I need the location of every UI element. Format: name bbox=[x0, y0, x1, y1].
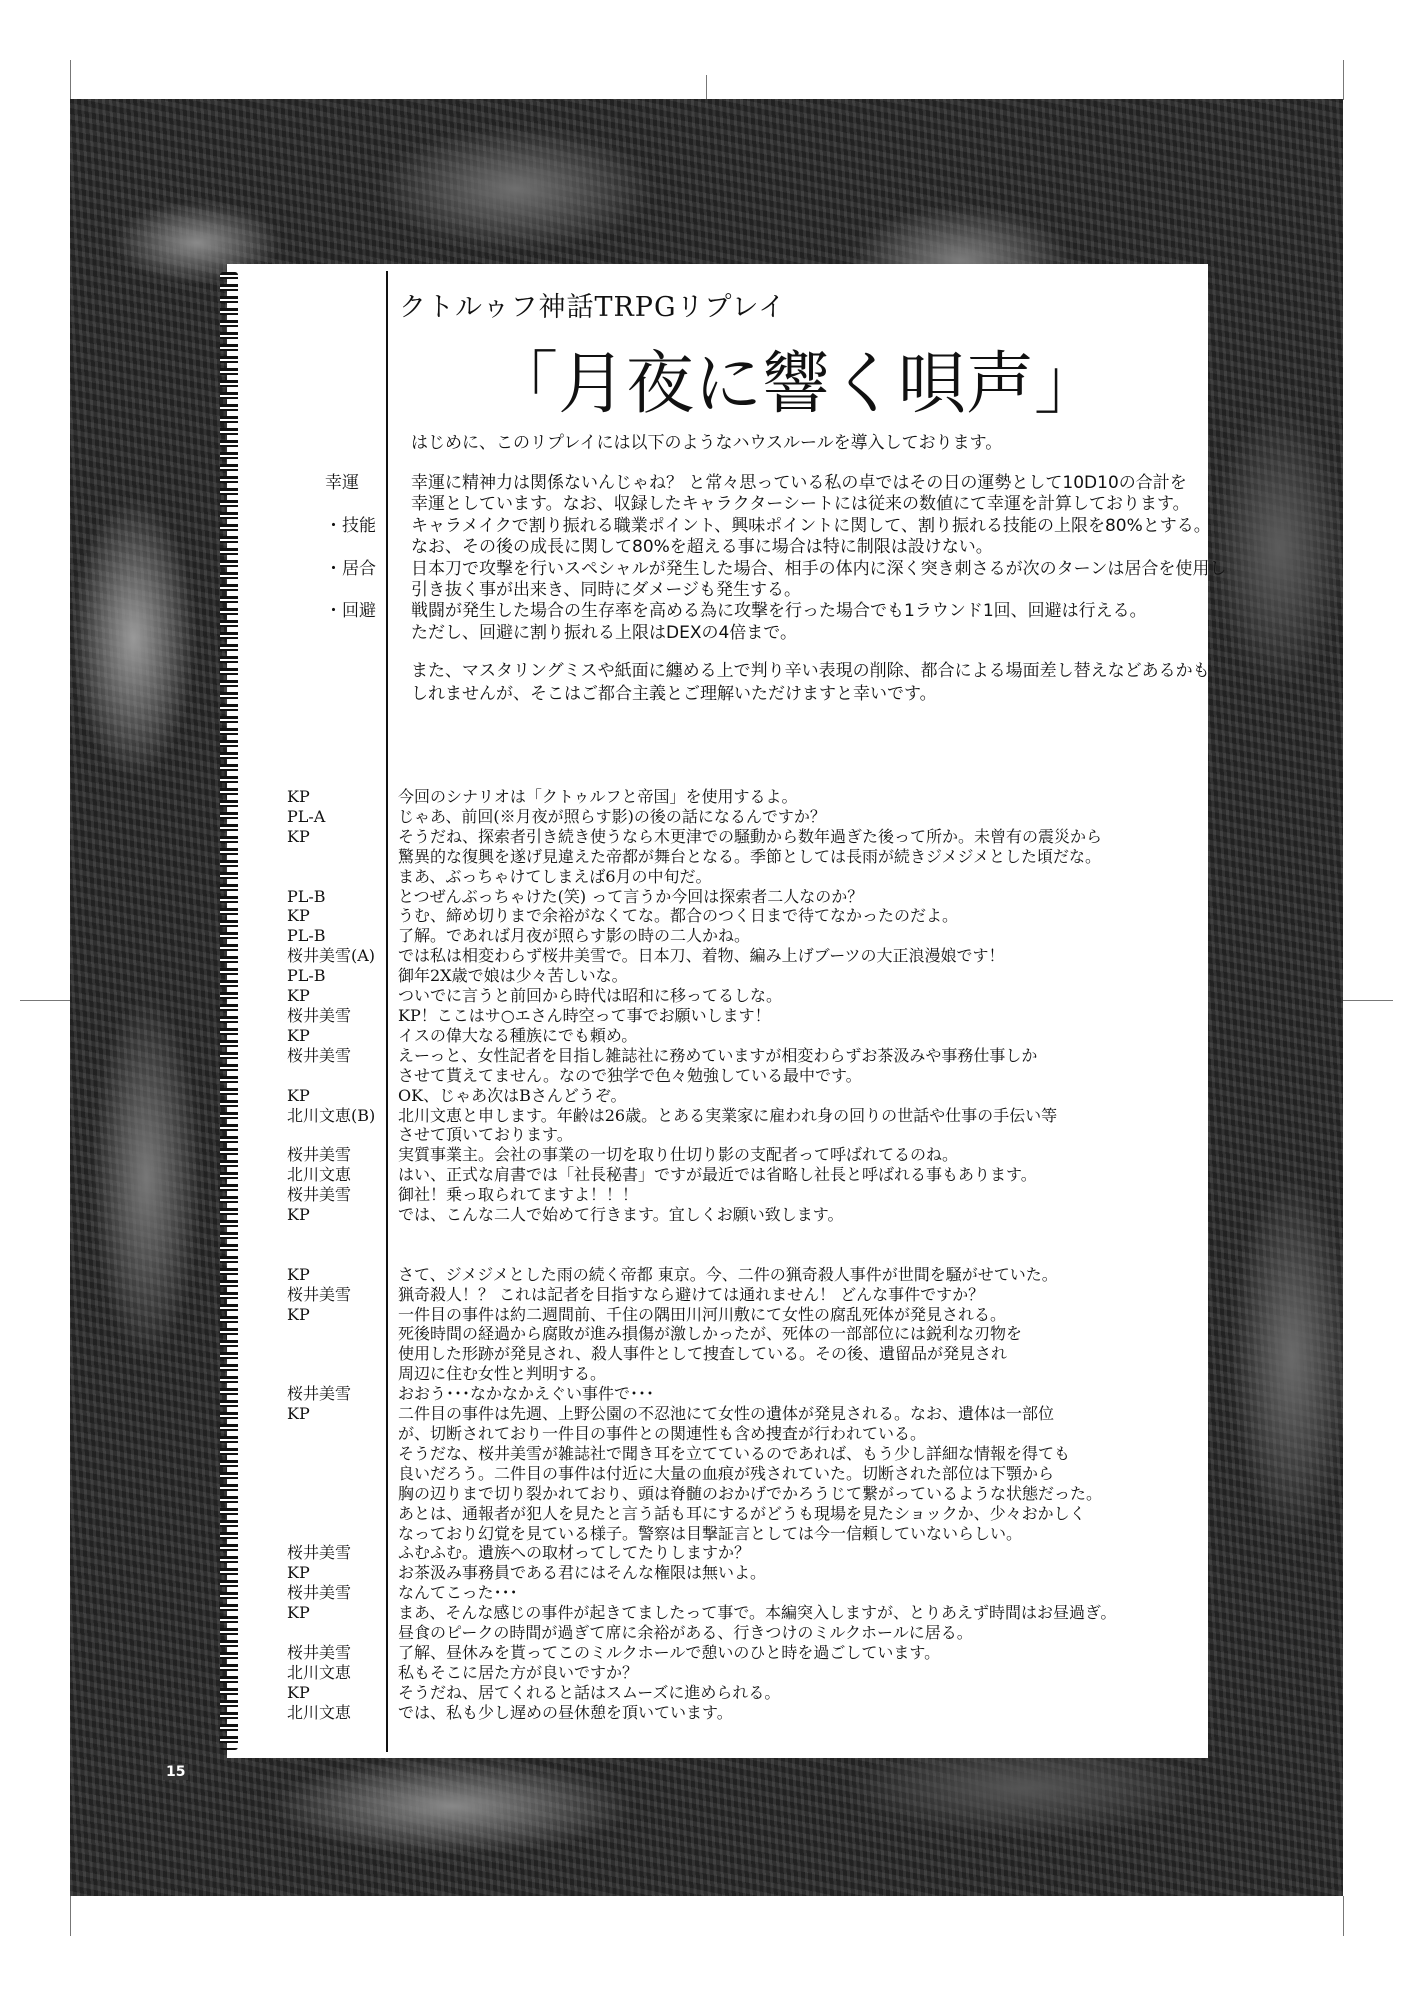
dialog-line bbox=[287, 1344, 1116, 1364]
dialog-line bbox=[287, 1106, 1116, 1126]
dialog-line bbox=[287, 1504, 1116, 1524]
line-text: 御社！乗っ取られてますよ！！！ bbox=[398, 1185, 639, 1205]
speaker bbox=[287, 1125, 398, 1145]
rule-row bbox=[325, 516, 1226, 537]
rule-text: 幸運としています。なお、収録したキャラクターシートには従来の数値にて幸運を計算しております。 bbox=[411, 494, 1190, 515]
dialog-line bbox=[287, 1145, 1116, 1165]
dialog-line bbox=[287, 887, 1116, 907]
dialog-line bbox=[287, 1305, 1116, 1325]
speaker bbox=[287, 1464, 398, 1484]
line-text: 実質事業主。会社の事業の一切を取り仕切り影の支配者って呼ばれてるのね。 bbox=[398, 1145, 959, 1165]
line-text: が、切断されており一件目の事件との関連性も含め捜査が行われている。 bbox=[398, 1423, 927, 1443]
line-text: KP！ここはサ○エさん時空って事でお願いします！ bbox=[398, 1005, 771, 1025]
rule-row bbox=[325, 559, 1226, 580]
line-text: お茶汲み事務員である君にはそんな権限は無いよ。 bbox=[398, 1563, 767, 1583]
line-text: 猟奇殺人！？ これは記者を目指すなら避けては通れません！ どんな事件ですか？ bbox=[398, 1284, 985, 1304]
line-text: あとは、通報者が犯人を見たと言う話も耳にするがどうも現場を見たショックか、少々おかしく bbox=[398, 1503, 1086, 1523]
rule-label: ・居合 bbox=[325, 558, 376, 579]
line-text: 了解。であれば月夜が照らす影の時の二人かね。 bbox=[398, 926, 751, 946]
note bbox=[411, 660, 1210, 706]
dialog-line bbox=[287, 1364, 1116, 1384]
dialog-line bbox=[287, 1484, 1116, 1504]
speaker: 桜井美雪 bbox=[287, 1005, 352, 1025]
line-text: では、こんな二人で始めて行きます。宜しくお願い致します。 bbox=[398, 1205, 844, 1225]
dialog-line bbox=[287, 1623, 1116, 1643]
speaker: 桜井美雪 bbox=[287, 1642, 352, 1662]
speaker: KP bbox=[287, 1205, 310, 1225]
speaker: KP bbox=[287, 1563, 310, 1583]
speaker: PL-B bbox=[287, 966, 326, 986]
dialog-line bbox=[287, 1265, 1116, 1285]
line-text: 私もそこに居た方が良いですか？ bbox=[398, 1662, 639, 1682]
speaker: KP bbox=[287, 1603, 310, 1623]
speaker bbox=[287, 1364, 398, 1384]
line-text: では、私も少し遅めの昼休憩を頂いています。 bbox=[398, 1702, 733, 1722]
line-text: えーっと、女性記者を目指し雑誌社に務めていますが相変わらずお茶汲みや事務仕事しか bbox=[398, 1045, 1038, 1065]
speaker: 桜井美雪 bbox=[287, 1145, 352, 1165]
dialog-line bbox=[287, 1046, 1116, 1066]
dialog-line bbox=[287, 1384, 1116, 1404]
line-text: 驚異的な復興を遂げ見違えた帝都が舞台となる。季節としては長雨が続きジメジメとした頃だな。 bbox=[398, 846, 1102, 866]
line-text: 周辺に住む女性と判明する。 bbox=[398, 1364, 607, 1384]
dialog-line bbox=[287, 1185, 1116, 1205]
speaker: PL-B bbox=[287, 926, 326, 946]
line-text: はい、正式な肩書では「社長秘書」ですが最近では省略し社長と呼ばれる事もあります。 bbox=[398, 1165, 1037, 1185]
speaker bbox=[287, 1504, 398, 1524]
crop-mark bbox=[70, 60, 71, 100]
line-text: 今回のシナリオは「クトゥルフと帝国」を使用するよ。 bbox=[398, 787, 798, 806]
rule-label: 幸運 bbox=[325, 473, 359, 493]
rule-label bbox=[325, 537, 411, 558]
line-text: さて、ジメジメとした雨の続く帝都 東京。今、二件の猟奇殺人事件が世間を騒がせていた。 bbox=[398, 1264, 1058, 1284]
line-text: そうだね、探索者引き続き使うなら木更津での騒動から数年過ぎた後って所か。未曾有の震災から bbox=[398, 826, 1103, 846]
line-text: 一件目の事件は約二週間前、千住の隅田川河川敷にて女性の腐乱死体が発見される。 bbox=[398, 1304, 1007, 1324]
rule-text: なお、その後の成長に関して80%を超える事に場合は特に制限は設けない。 bbox=[411, 537, 993, 558]
page-title: 「月夜に響く唄声」 bbox=[490, 345, 1103, 424]
line-text: そうだな、桜井美雪が雑誌社で聞き耳を立てているのであれば、もう少し詳細な情報を得ても bbox=[398, 1443, 1071, 1463]
dialog-line bbox=[287, 1543, 1116, 1563]
rule-row bbox=[325, 537, 1226, 558]
dialog-line bbox=[287, 1703, 1116, 1723]
speaker bbox=[287, 1324, 398, 1344]
speaker bbox=[287, 1484, 398, 1504]
speaker bbox=[287, 1524, 398, 1544]
line-text: 二件目の事件は先週、上野公園の不忍池にて女性の遺体が発見される。なお、遺体は一部位 bbox=[398, 1404, 1055, 1424]
rule-row bbox=[325, 623, 1226, 644]
line-text: ついでに言うと前回から時代は昭和に移ってるしな。 bbox=[398, 986, 783, 1006]
line-text: させて頂いております。 bbox=[398, 1125, 573, 1145]
line-text: とつぜんぶっちゃけた(笑) って言うか今回は探索者二人なのか？ bbox=[398, 886, 864, 906]
speaker: KP bbox=[287, 986, 310, 1006]
scene-break bbox=[287, 1225, 1116, 1265]
dialog-line bbox=[287, 946, 1116, 966]
speaker: KP bbox=[287, 787, 310, 806]
line-text: 死後時間の経過から腐敗が進み損傷が激しかったが、死体の一部部位には鋭利な刃物を bbox=[398, 1324, 1023, 1344]
speaker: 桜井美雪 bbox=[287, 1583, 352, 1603]
dialog-line bbox=[287, 1125, 1116, 1145]
rule-text: 幸運に精神力は関係ないんじゃね？ と常々思っている私の卓ではその日の運勢として10D10の合計を bbox=[411, 473, 1187, 493]
speaker bbox=[287, 1344, 398, 1364]
rule-label: ・技能 bbox=[325, 515, 376, 536]
rule-text: 引き抜く事が出来き、同時にダメージも発生する。 bbox=[411, 580, 801, 601]
dialog-transcript bbox=[287, 787, 1116, 1723]
line-text: 了解、昼休みを貰ってこのミルクホールで憩いのひと時を過ごしています。 bbox=[398, 1642, 941, 1662]
line-text: 昼食のピークの時間が過ぎて席に余裕がある、行きつけのミルクホールに居る。 bbox=[398, 1623, 973, 1643]
crop-mark bbox=[1343, 1896, 1344, 1936]
page-number: 15 bbox=[163, 1764, 188, 1780]
speaker: 北川文恵(B) bbox=[287, 1105, 376, 1125]
speaker: KP bbox=[287, 1085, 310, 1105]
dialog-line bbox=[287, 1583, 1116, 1603]
speaker: PL-A bbox=[287, 806, 326, 826]
crop-mark bbox=[70, 1896, 71, 1936]
dialog-line bbox=[287, 1205, 1116, 1225]
dialog-line bbox=[287, 1464, 1116, 1484]
rule-row bbox=[325, 601, 1226, 622]
dialog-line bbox=[287, 867, 1116, 887]
speaker: KP bbox=[287, 826, 310, 846]
rule-label bbox=[325, 580, 411, 601]
speaker: 桜井美雪 bbox=[287, 1045, 352, 1065]
rule-label bbox=[325, 623, 411, 644]
line-text: まあ、ぶっちゃけてしまえば6月の中旬だ。 bbox=[398, 866, 712, 886]
speaker: KP bbox=[287, 1264, 310, 1284]
dialog-line bbox=[287, 847, 1116, 867]
speaker: KP bbox=[287, 1304, 310, 1324]
line-text: そうだね、居てくれると話はスムーズに進められる。 bbox=[398, 1682, 781, 1702]
subtitle: クトルゥフ神話TRPGリプレイ bbox=[399, 292, 787, 323]
line-text: させて貰えてません。なので独学で色々勉強している最中です。 bbox=[398, 1065, 862, 1085]
dialog-line bbox=[287, 1563, 1116, 1583]
line-text: では私は相変わらず桜井美雪で。日本刀、着物、編み上げブーツの大正浪漫娘です！ bbox=[398, 946, 1005, 966]
note-line: しれませんが、そこはご都合主義とご理解いただけますと幸いです。 bbox=[411, 684, 937, 704]
dialog-line bbox=[287, 1683, 1116, 1703]
speaker: KP bbox=[287, 906, 310, 926]
speaker: 北川文恵 bbox=[287, 1702, 352, 1722]
speaker bbox=[287, 1444, 398, 1464]
dialog-line bbox=[287, 1524, 1116, 1544]
speaker: KP bbox=[287, 1404, 310, 1424]
note-line: また、マスタリングミスや紙面に纏める上で判り辛い表現の削除、都合による場面差し替えなどあるかも bbox=[411, 661, 1210, 681]
dialog-line bbox=[287, 1643, 1116, 1663]
intro-text: はじめに、このリプレイには以下のようなハウスルールを導入しております。 bbox=[411, 433, 1003, 453]
crop-mark bbox=[1343, 60, 1344, 100]
speaker bbox=[287, 867, 398, 887]
dialog-line bbox=[287, 1285, 1116, 1305]
speaker bbox=[287, 1623, 398, 1643]
crop-mark bbox=[1343, 1000, 1393, 1001]
line-text: 使用した形跡が発見され、殺人事件として捜査している。その後、遺留品が発見され bbox=[398, 1344, 1007, 1364]
dialog-line bbox=[287, 1424, 1116, 1444]
rule-row bbox=[325, 580, 1226, 601]
rule-text: ただし、回避に割り振れる上限はDEXの4倍まで。 bbox=[411, 622, 797, 643]
line-text: OK、じゃあ次はBさんどうぞ。 bbox=[398, 1085, 627, 1105]
line-text: なっており幻覚を見ている様子。警察は目撃証言としては今一信頼していないらしい。 bbox=[398, 1523, 1023, 1543]
speaker: 桜井美雪 bbox=[287, 1384, 352, 1404]
dialog-line bbox=[287, 1086, 1116, 1106]
speaker bbox=[287, 1066, 398, 1086]
dialog-line bbox=[287, 1444, 1116, 1464]
speaker bbox=[287, 847, 398, 867]
dialog-line bbox=[287, 1324, 1116, 1344]
line-text: じゃあ、前回(※月夜が照らす影)の後の話になるんですか？ bbox=[398, 806, 826, 826]
line-text: おおう･･･なかなかえぐい事件で･･･ bbox=[398, 1384, 655, 1404]
dialog-line bbox=[287, 787, 1116, 807]
line-text: うむ、締め切りまで余裕がなくてな。都合のつく日まで待てなかったのだよ。 bbox=[398, 906, 959, 926]
line-text: 良いだろう。二件目の事件は付近に大量の血痕が残されていた。切断された部位は下顎から bbox=[398, 1463, 1055, 1483]
rule-label: ・回避 bbox=[325, 601, 376, 622]
dialog-line bbox=[287, 1404, 1116, 1424]
dialog-line bbox=[287, 906, 1116, 926]
line-text: ふむふむ。遺族への取材ってしてたりしますか？ bbox=[398, 1543, 751, 1563]
speaker: KP bbox=[287, 1025, 310, 1045]
spiral-binding bbox=[220, 272, 238, 1750]
crop-mark bbox=[20, 1000, 70, 1001]
line-text: 御年2X歳で娘は少々苦しいな。 bbox=[398, 966, 628, 986]
rule-row bbox=[325, 473, 1226, 494]
dialog-line bbox=[287, 966, 1116, 986]
line-text: イスの偉大なる種族にでも頼め。 bbox=[398, 1025, 638, 1045]
rule-label bbox=[325, 494, 411, 515]
dialog-line bbox=[287, 807, 1116, 827]
house-rules bbox=[325, 473, 1226, 644]
speaker: 桜井美雪(A) bbox=[287, 946, 376, 966]
speaker: 北川文恵 bbox=[287, 1165, 352, 1185]
dialog-line bbox=[287, 1066, 1116, 1086]
rule-text: キャラメイクで割り振れる職業ポイント、興味ポイントに関して、割り振れる技能の上限を80%とする。 bbox=[411, 515, 1211, 536]
speaker: 桜井美雪 bbox=[287, 1185, 352, 1205]
dialog-line bbox=[287, 1165, 1116, 1185]
dialog-line bbox=[287, 986, 1116, 1006]
dialog-line bbox=[287, 926, 1116, 946]
line-text: 胸の辺りまで切り裂かれており、頭は脊髄のおかげでかろうじて繋がっているような状態だった。 bbox=[398, 1483, 1103, 1503]
speaker bbox=[287, 1424, 398, 1444]
rule-text: 戦闘が発生した場合の生存率を高める為に攻撃を行った場合でも1ラウンド1回、回避は行える。 bbox=[411, 601, 1147, 622]
dialog-line bbox=[287, 1603, 1116, 1623]
speaker: PL-B bbox=[287, 886, 326, 906]
rule-row bbox=[325, 494, 1226, 515]
speaker: KP bbox=[287, 1682, 310, 1702]
speaker: 北川文恵 bbox=[287, 1662, 352, 1682]
line-text: なんてこった･･･ bbox=[398, 1583, 518, 1603]
speaker: 桜井美雪 bbox=[287, 1284, 352, 1304]
dialog-line bbox=[287, 1663, 1116, 1683]
dialog-line bbox=[287, 1006, 1116, 1026]
line-text: まあ、そんな感じの事件が起きてましたって事で。本編突入しますが、とりあえず時間はお昼過ぎ。 bbox=[398, 1603, 1117, 1623]
line-text: 北川文恵と申します。年齢は26歳。とある実業家に雇われ身の回りの世話や仕事の手伝い等 bbox=[398, 1105, 1058, 1125]
dialog-line bbox=[287, 1026, 1116, 1046]
dialog-line bbox=[287, 827, 1116, 847]
rule-text: 日本刀で攻撃を行いスペシャルが発生した場合、相手の体内に深く突き刺さるが次のターンは居合を使用し bbox=[411, 558, 1227, 579]
speaker: 桜井美雪 bbox=[287, 1543, 352, 1563]
